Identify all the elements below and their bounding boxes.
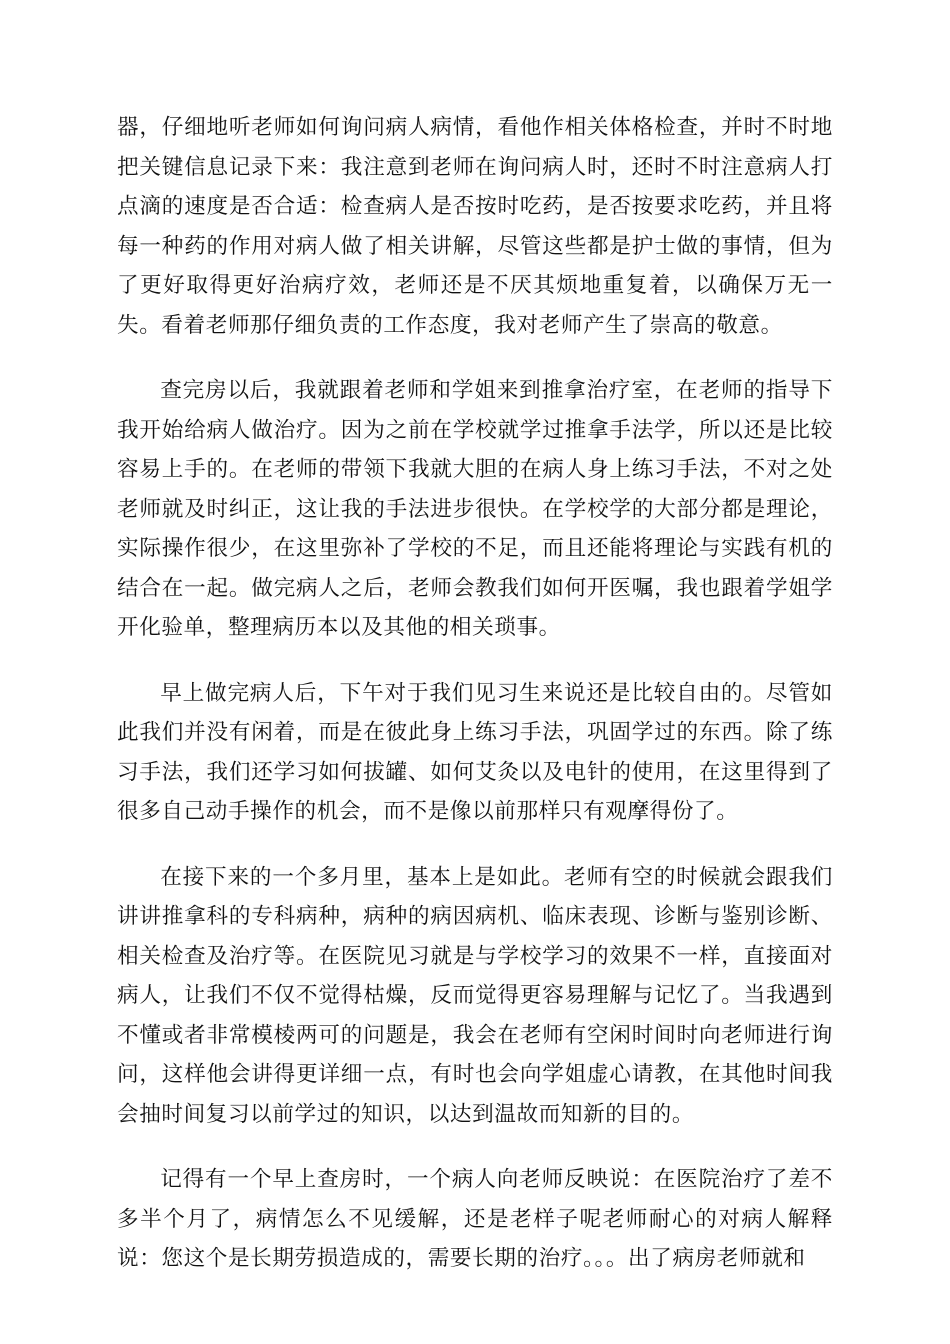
paragraph-4: 在接下来的一个多月里，基本上是如此。老师有空的时候就会跟我们讲讲推拿科的专科病种，病种的病因病机、临床表现、诊断与鉴别诊断、相关检查及治疗等。在医院见习就是与学校学习的效果不一样，直接面对病人，让我们不仅不觉得枯燥，反而觉得更容易理解与记忆了。当我遇到不懂或者非常模棱两可的问题是，我会在老师有空闲时间时向老师进行询问，这样他会讲得更详细一点，有时也会向学姐虚心请教，在其他时间我会抽时间复习以前学过的知识，以达到温故而知新的目的。 — [117, 864, 833, 1127]
document-body — [117, 108, 833, 1305]
paragraph-3: 早上做完病人后，下午对于我们见习生来说还是比较自由的。尽管如此我们并没有闲着，而是在彼此身上练习手法，巩固学过的东西。除了练习手法，我们还学习如何拔罐、如何艾灸以及电针的使用，在这里得到了很多自己动手操作的机会，而不是像以前那样只有观摩得份了。 — [117, 680, 833, 824]
paragraph-5: 记得有一个早上查房时，一个病人向老师反映说：在医院治疗了差不多半个月了，病情怎么不见缓解，还是老样子呢老师耐心的对病人解释说：您这个是长期劳损造成的，需要长期的治疗。。。出了病房老师就和 — [117, 1167, 833, 1271]
paragraph-1: 器，仔细地听老师如何询问病人病情，看他作相关体格检查，并时不时地把关键信息记录下来：我注意到老师在询问病人时，还时不时注意病人打点滴的速度是否合适：检查病人是否按时吃药，是否按要求吃药，并且将每一种药的作用对病人做了相关讲解，尽管这些都是护士做的事情，但为了更好取得更好治病疗效，老师还是不厌其烦地重复着，以确保万无一失。看着老师那仔细负责的工作态度，我对老师产生了崇高的敬意。 — [117, 115, 833, 338]
paragraph-2: 查完房以后，我就跟着老师和学姐来到推拿治疗室，在老师的指导下我开始给病人做治疗。因为之前在学校就学过推拿手法学，所以还是比较容易上手的。在老师的带领下我就大胆的在病人身上练习手法，不对之处老师就及时纠正，这让我的手法进步很快。在学校学的大部分都是理论，实际操作很少，在这里弥补了学校的不足，而且还能将理论与实践有机的结合在一起。做完病人之后，老师会教我们如何开医嘱，我也跟着学姐学开化验单，整理病历本以及其他的相关琐事。 — [117, 378, 833, 640]
